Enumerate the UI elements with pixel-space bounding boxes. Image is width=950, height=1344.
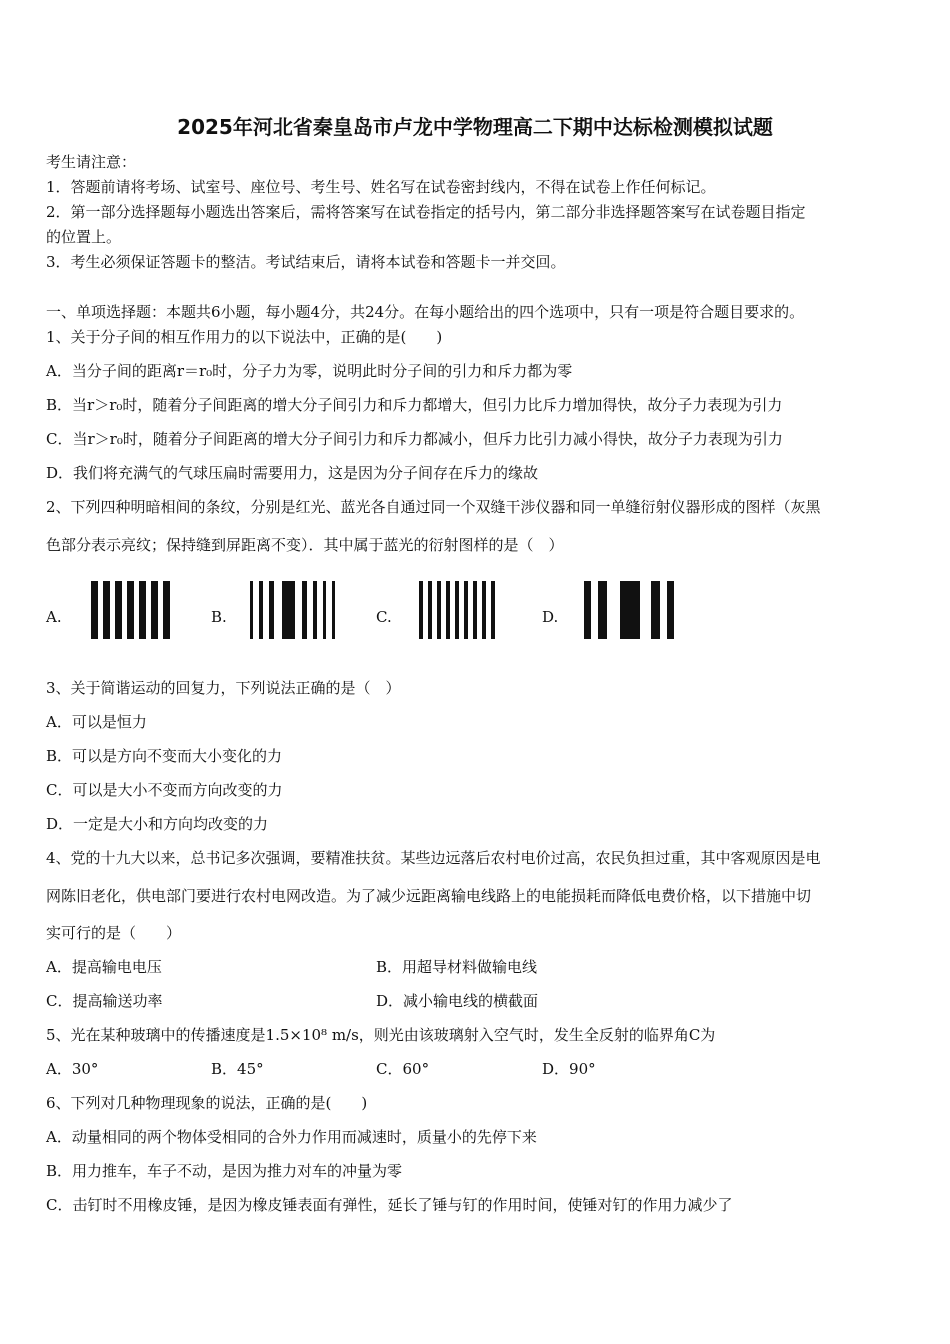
q2-pattern-d xyxy=(584,581,676,639)
fringe xyxy=(598,581,607,639)
q3-option-c: C．可以是大小不变而方向改变的力 xyxy=(46,781,283,799)
q4-stem-cont-2: 实可行的是（ ） xyxy=(46,924,182,942)
q4-option-a: A．提高输电电压 xyxy=(46,958,162,976)
notice-item-2-cont: 的位置上。 xyxy=(46,228,122,246)
fringe xyxy=(332,581,335,639)
fringe xyxy=(651,581,660,639)
notice-item-1: 1．答题前请将考场、试室号、座位号、考生号、姓名写在试卷密封线内，不得在试卷上作任何标记。 xyxy=(46,178,716,196)
fringe xyxy=(115,581,122,639)
q2-option-b-label: B. xyxy=(211,608,227,626)
q2-stem-cont: 色部分表示亮纹；保持缝到屏距离不变）．其中属于蓝光的衍射图样的是（ ） xyxy=(46,536,564,554)
q4-option-c: C．提高输送功率 xyxy=(46,992,163,1010)
fringe xyxy=(313,581,317,639)
fringe xyxy=(302,581,307,639)
q3-option-a: A．可以是恒力 xyxy=(46,713,147,731)
q5-option-a: A．30° xyxy=(46,1060,99,1078)
q6-option-c: C．击钉时不用橡皮锤，是因为橡皮锤表面有弹性，延长了锤与钉的作用时间，使锤对钉的作用力减少了 xyxy=(46,1196,733,1214)
fringe xyxy=(127,581,134,639)
fringe xyxy=(419,581,423,639)
q2-option-c-label: C. xyxy=(376,608,392,626)
q1-stem: 1、关于分子间的相互作用力的以下说法中，正确的是( ) xyxy=(46,328,443,346)
fringe xyxy=(446,581,450,639)
fringe xyxy=(473,581,477,639)
q6-stem: 6、下列对几种物理现象的说法，正确的是( ) xyxy=(46,1094,368,1112)
q4-option-b: B．用超导材料做输电线 xyxy=(376,958,538,976)
fringe xyxy=(428,581,432,639)
q3-stem: 3、关于简谐运动的回复力，下列说法正确的是（ ） xyxy=(46,679,401,697)
fringe xyxy=(151,581,158,639)
q1-option-d: D．我们将充满气的气球压扁时需要用力，这是因为分子间存在斥力的缘故 xyxy=(46,464,539,482)
q2-option-a-label: A. xyxy=(46,608,62,626)
q3-option-b: B．可以是方向不变而大小变化的力 xyxy=(46,747,283,765)
q5-option-c: C．60° xyxy=(376,1060,430,1078)
q3-option-d: D．一定是大小和方向均改变的力 xyxy=(46,815,269,833)
fringe xyxy=(482,581,486,639)
q2-stem: 2、下列四种明暗相间的条纹，分别是红光、蓝光各自通过同一个双缝干涉仪器和同一单缝衍射仪器形成的图样（灰黑 xyxy=(46,498,821,516)
fringe xyxy=(250,581,253,639)
q5-stem: 5、光在某种玻璃中的传播速度是1.5×10⁸ m/s，则光由该玻璃射入空气时，发生全反射的临界角C为 xyxy=(46,1026,716,1044)
notice-item-2: 2．第一部分选择题每小题选出答案后，需将答案写在试卷指定的括号内，第二部分非选择题答案写在试卷题目指定 xyxy=(46,203,806,221)
q1-option-a: A．当分子间的距离r＝r₀时，分子力为零，说明此时分子间的引力和斥力都为零 xyxy=(46,362,573,380)
q6-option-b: B．用力推车，车子不动，是因为推力对车的冲量为零 xyxy=(46,1162,403,1180)
fringe xyxy=(491,581,495,639)
fringe xyxy=(464,581,468,639)
fringe xyxy=(667,581,674,639)
q5-option-b: B．45° xyxy=(211,1060,264,1078)
q2-pattern-a xyxy=(91,581,171,639)
section-heading: 一、单项选择题：本题共6小题，每小题4分，共24分。在每小题给出的四个选项中，只有一项是符合题目要求的。 xyxy=(46,303,805,321)
q4-stem-cont-1: 网陈旧老化，供电部门要进行农村电网改造。为了减少远距离输电线路上的电能损耗而降低电费价格，以下措施中切 xyxy=(46,887,812,905)
q2-option-d-label: D. xyxy=(542,608,559,626)
q1-option-c: C．当r＞r₀时，随着分子间距离的增大分子间引力和斥力都减小，但斥力比引力减小得快，故分子力表现为引力 xyxy=(46,430,783,448)
q6-option-a: A．动量相同的两个物体受相同的合外力作用而减速时，质量小的先停下来 xyxy=(46,1128,537,1146)
fringe xyxy=(323,581,326,639)
fringe xyxy=(259,581,263,639)
fringe xyxy=(91,581,98,639)
fringe xyxy=(269,581,274,639)
q2-pattern-b xyxy=(250,581,340,639)
fringe xyxy=(282,581,295,639)
q4-option-d: D．减小输电线的横截面 xyxy=(376,992,539,1010)
q1-option-b: B．当r＞r₀时，随着分子间距离的增大分子间引力和斥力都增大，但引力比斥力增加得快，故分子力表现为引力 xyxy=(46,396,783,414)
page-title: 2025年河北省秦皇岛市卢龙中学物理高二下期中达标检测模拟试题 xyxy=(177,115,773,139)
fringe xyxy=(103,581,110,639)
notice-item-3: 3．考生必须保证答题卡的整洁。考试结束后，请将本试卷和答题卡一并交回。 xyxy=(46,253,566,271)
fringe xyxy=(620,581,640,639)
fringe xyxy=(163,581,170,639)
notice-heading: 考生请注意： xyxy=(46,153,137,171)
fringe xyxy=(455,581,459,639)
q2-pattern-c xyxy=(419,581,499,639)
q4-stem: 4、党的十九大以来，总书记多次强调，要精准扶贫。某些边远落后农村电价过高，农民负担过重，其中客观原因是电 xyxy=(46,849,821,867)
fringe xyxy=(437,581,441,639)
q5-option-d: D．90° xyxy=(542,1060,596,1078)
fringe xyxy=(584,581,591,639)
fringe xyxy=(139,581,146,639)
